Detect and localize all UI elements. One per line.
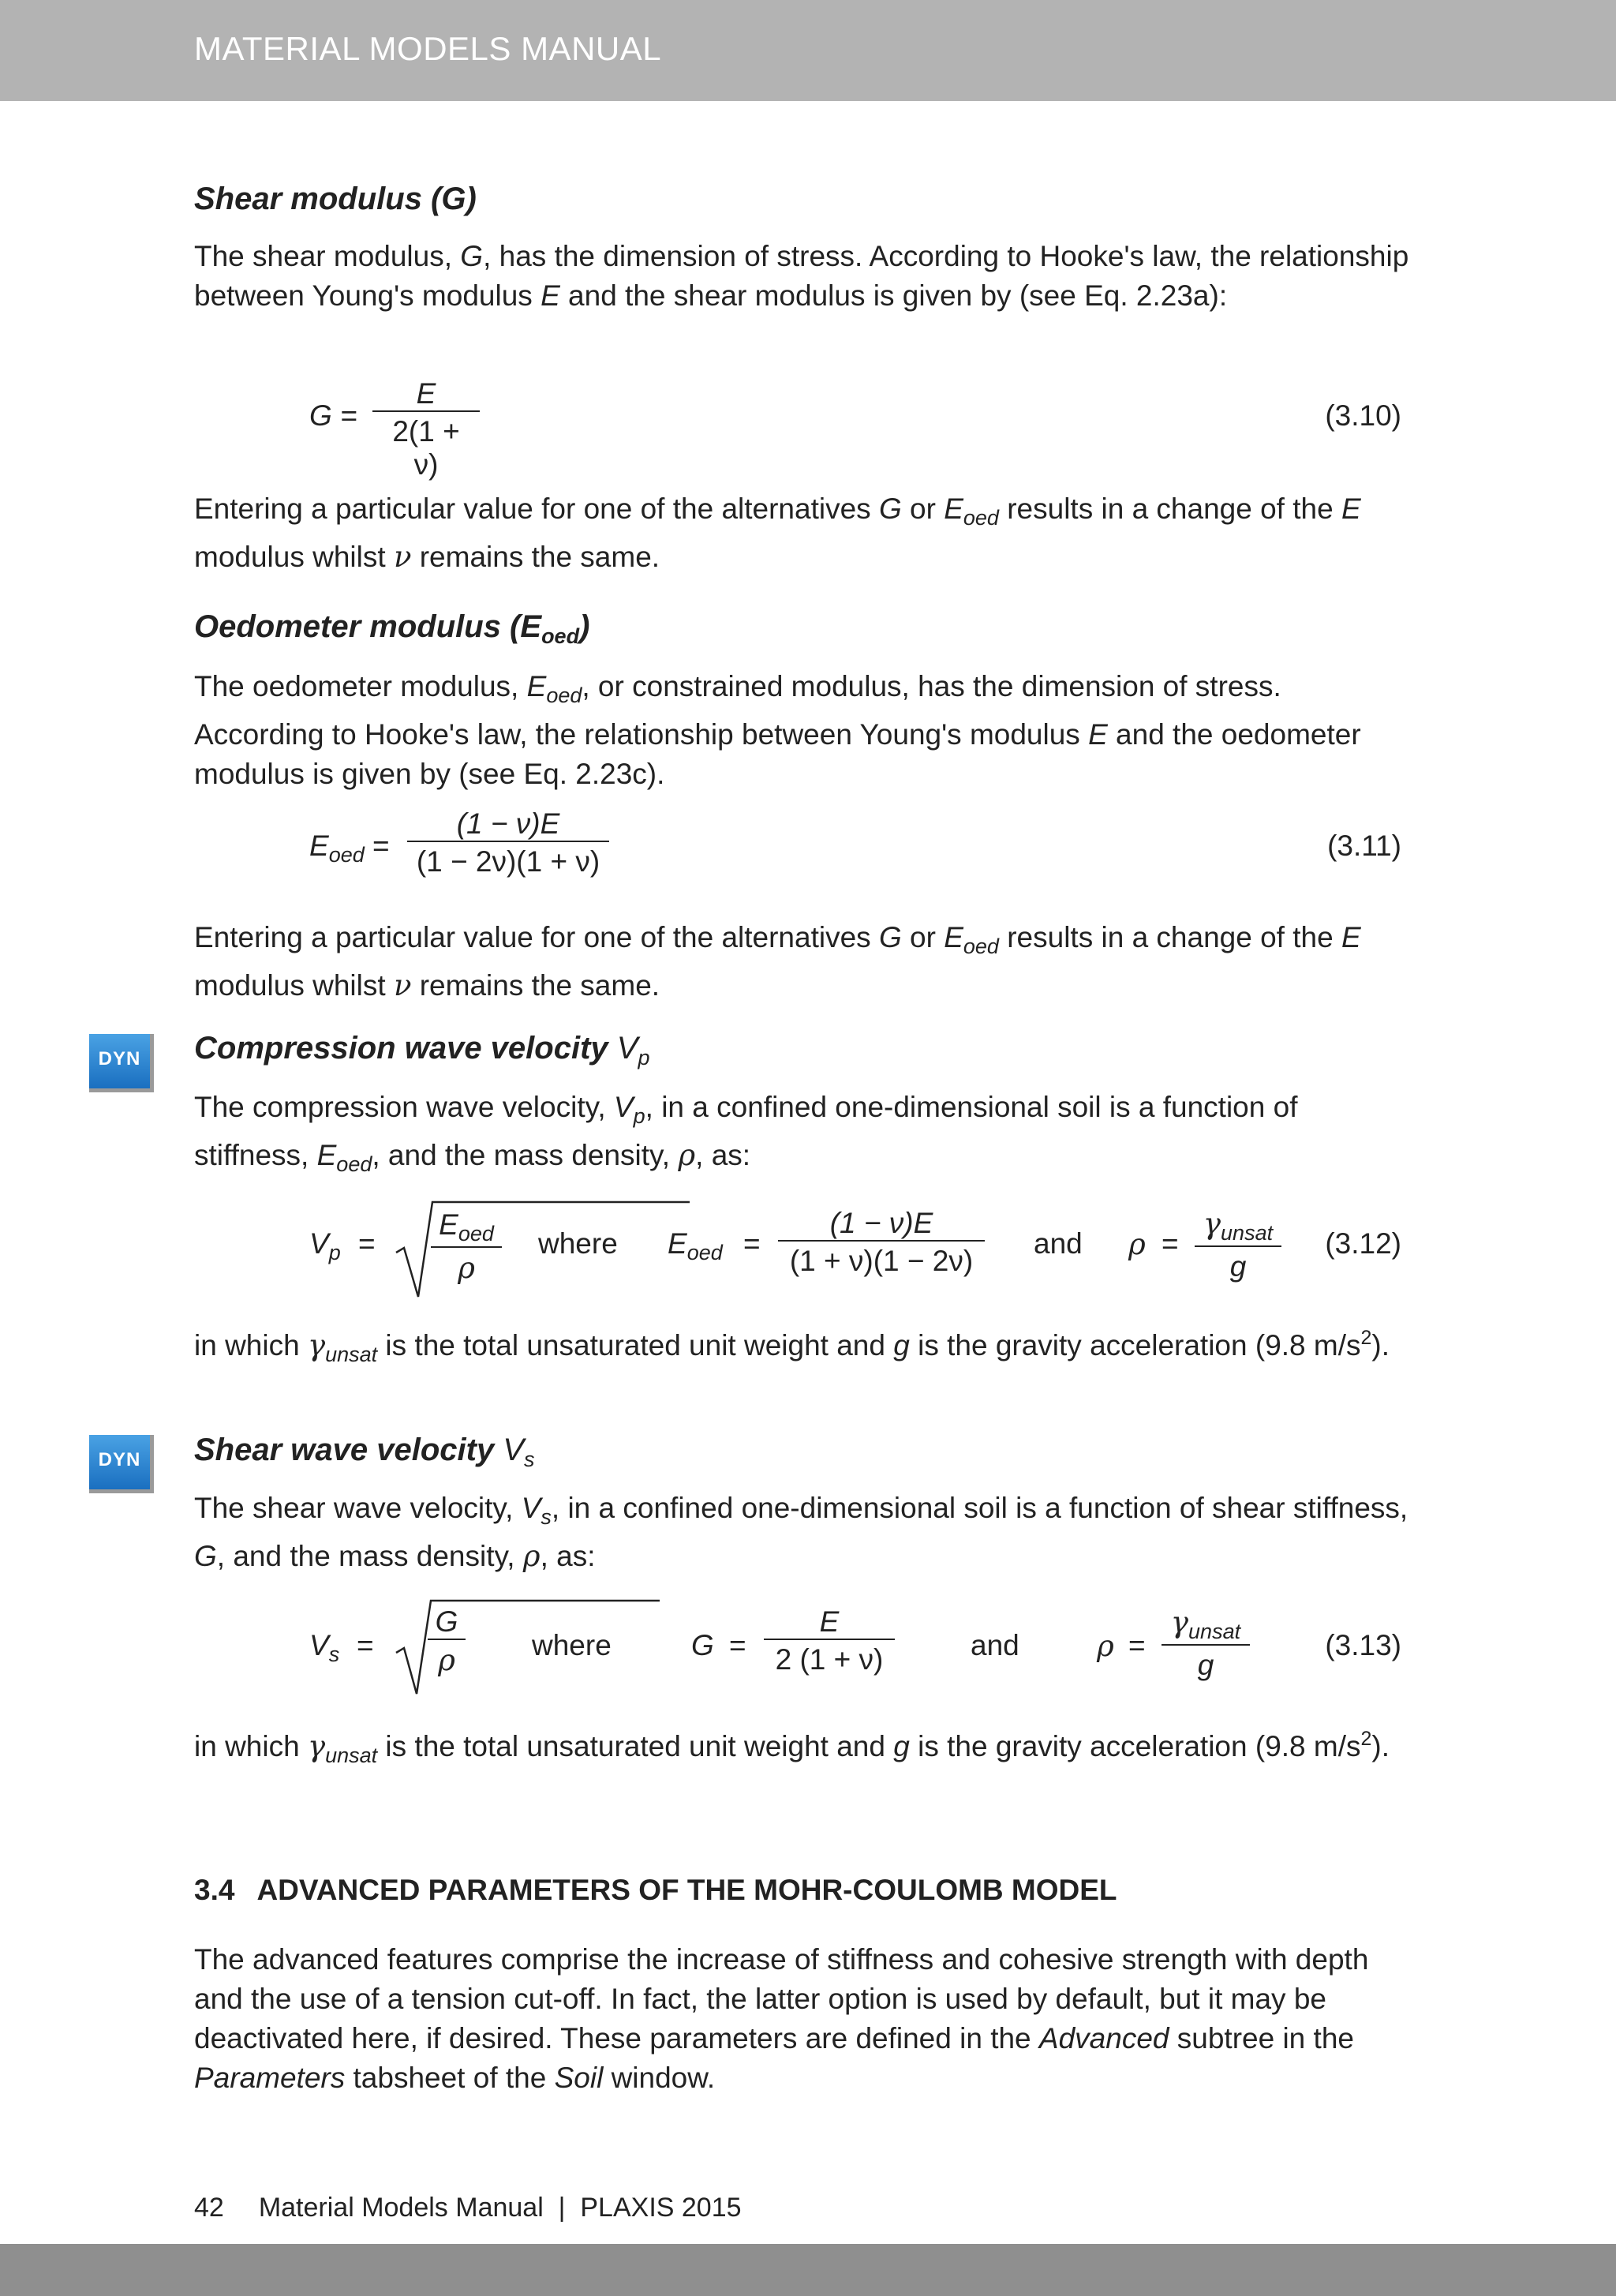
dyn-icon: DYN (89, 1034, 154, 1092)
section-number: 3.4 (194, 1874, 235, 1906)
paragraph-vs-note: in which $\gamma_{unsat}$ is the total unsaturated unit weight and g is the gravity acceleration (9.8 $m/s^2$). (194, 1728, 1390, 1767)
heading-shear-modulus: Shear modulus (G) (194, 182, 477, 216)
paragraph-oedometer-intro: The oedometer modulus, $E_{oed}$, or constrained modulus, has the dimension of stress. According to Hooke's law, the relationship between Young's modulus E and the oedometer modulus is given by (see Eq. 2.23c). (194, 670, 1361, 790)
paragraph-shear-note: Entering a particular value for one of the alternatives G or $E_{oed}$ results in a change of the E modulus whilst ν remains the same. (194, 493, 1361, 574)
equation-3-11: $E_{oed}$ = $\frac{(1 - \nu)E}{(1 - 2\nu)(1 + \nu)}$ (3.11) (309, 807, 1401, 878)
equation-3-12: $V_p$ = $E_{oed}$ ρ where $E_{oed}$ = $\frac{(1 - \nu)E}{(1 + \nu)(1 - 2\nu)}$ and ρ = $\gamma_{unsat}$ g (3.12) (194, 1196, 1401, 1306)
equation-3-13: $V_s$ = $\frac{G}{\rho}$ where G = $\frac{E}{2 (1 + \nu)}$ and ρ = $\gamma_{unsat}$ g (3.13) (194, 1594, 1401, 1705)
heading-shear-wave-velocity: Shear wave velocity $V_s$ (194, 1433, 535, 1471)
paragraph-advanced-parameters: The advanced features comprise the increase of stiffness and cohesive strength with depth and the use of a tension cut-off. In fact, the latter option is used by default, but it may be deactivated here, if desired. These parameters are defined in the Advanced subtree in the Parameters tabsheet of the Soil window. (194, 1943, 1369, 2094)
paragraph-shear-intro: The shear modulus, G, has the dimension of stress. According to Hooke's law, the relationship between Young's modulus E and the shear modulus is given by (see Eq. 2.23a): (194, 240, 1409, 312)
page-header (0, 0, 1616, 101)
paragraph-vs-intro: The shear wave velocity, $V_s$, in a confined one-dimensional soil is a function of shear stiffness, G, and the mass density, ρ, as: (194, 1492, 1408, 1573)
paragraph-vp-intro: The compression wave velocity, $V_p$, in a confined one-dimensional soil is a function of stiffness, $E_{oed}$, and the mass density, ρ, as: (194, 1091, 1298, 1176)
section-heading-3-4 (194, 1874, 1117, 1907)
paragraph-oedometer-note: Entering a particular value for one of the alternatives G or $E_{oed}$ results in a change of the E modulus whilst ν remains the same. (194, 921, 1361, 1002)
page-number: 42 (194, 2193, 224, 2223)
heading-compression-wave-velocity: Compression wave velocity $V_p$ (194, 1031, 650, 1069)
paragraph-vp-note: in which $\gamma_{unsat}$ is the total unsaturated unit weight and g is the gravity acceleration (9.8 $m/s^2$). (194, 1327, 1390, 1366)
equation-3-10: G = $\frac{E}{2(1 + \nu)}$ (3.10) (309, 377, 1401, 481)
header-title: MATERIAL MODELS MANUAL (194, 30, 662, 67)
heading-oedometer-modulus: Oedometer modulus $(E_{oed})$ (194, 609, 590, 648)
page-footer (194, 2193, 742, 2223)
footer-bar (0, 2244, 1616, 2296)
dyn-icon: DYN (89, 1435, 154, 1493)
footer-title: Material Models Manual | PLAXIS 2015 (258, 2193, 742, 2223)
section-title: ADVANCED PARAMETERS OF THE MOHR-COULOMB MODEL (256, 1874, 1117, 1906)
